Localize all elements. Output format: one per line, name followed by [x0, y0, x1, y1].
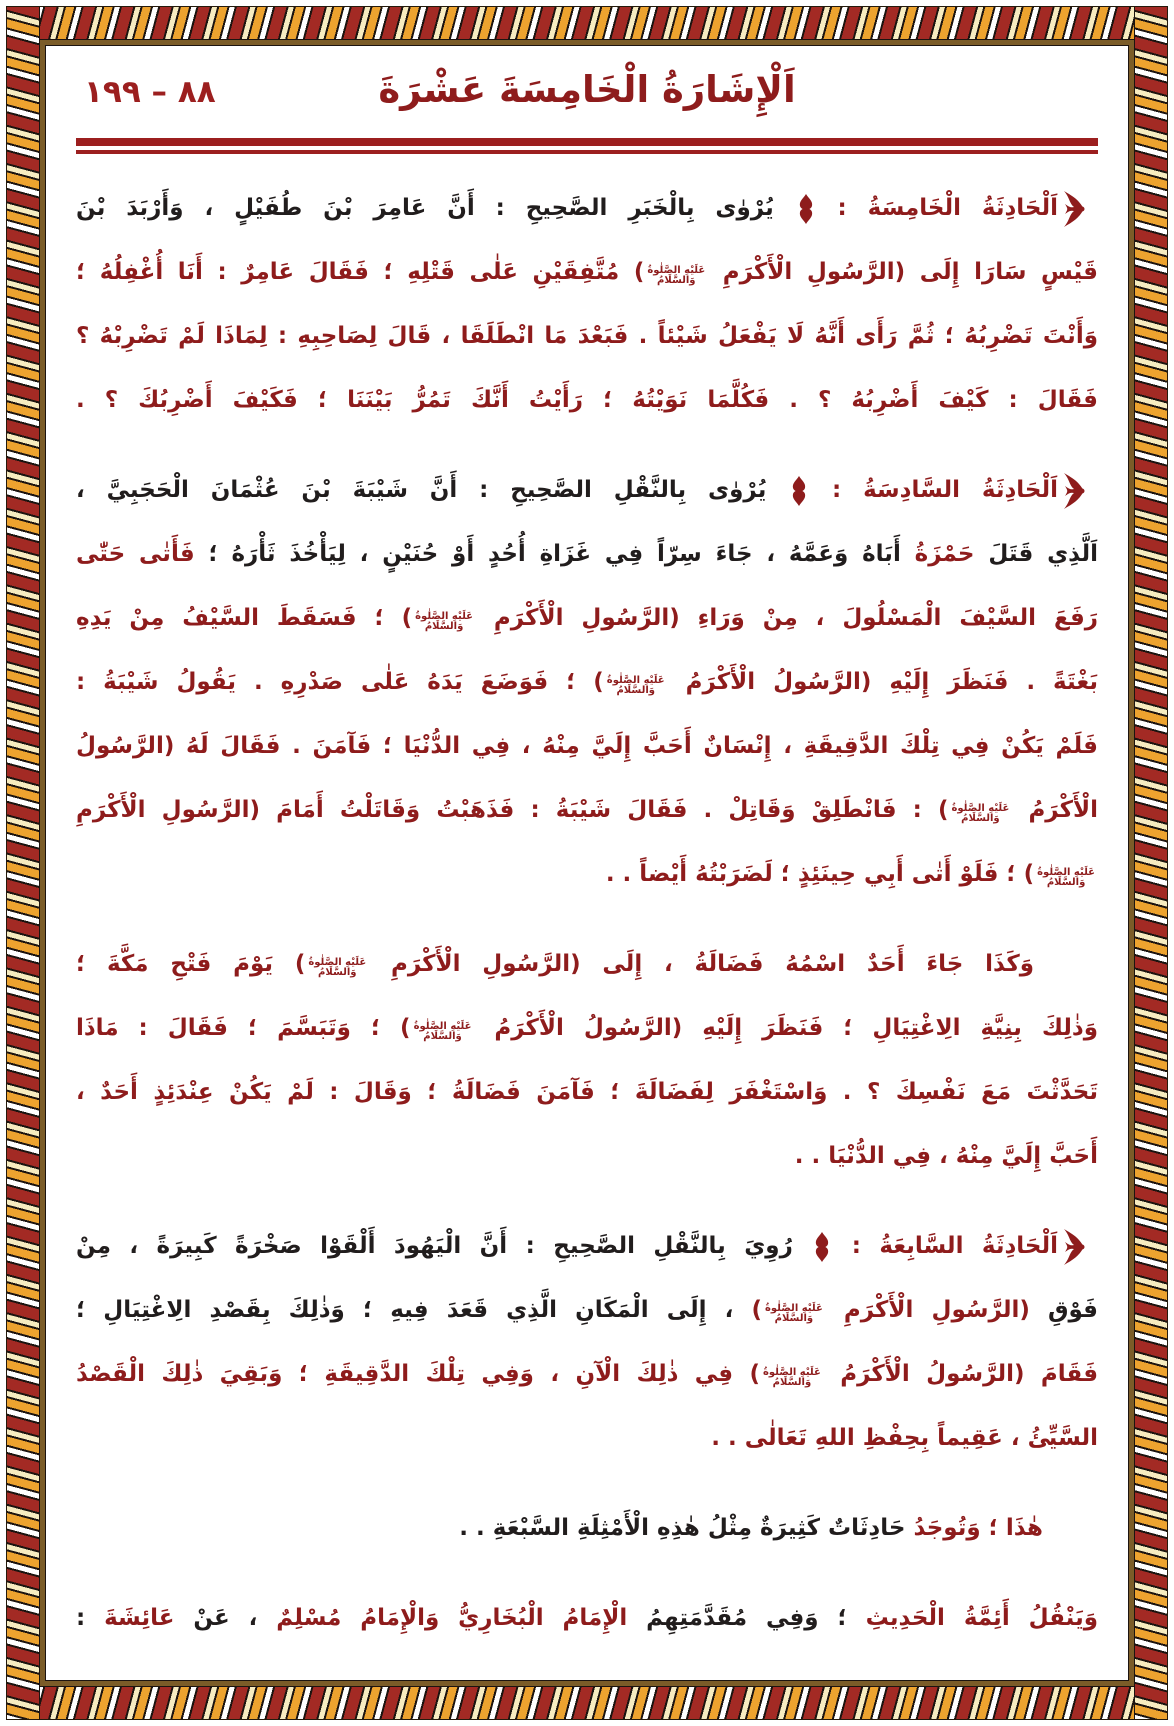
border-band-bottom — [7, 1686, 1167, 1719]
text-line — [76, 1214, 1098, 1278]
text-line — [76, 1342, 1098, 1406]
text-line — [76, 1124, 1098, 1188]
salawat-stamp: عَلَيْهِ الصَّلٰوةُ وَالسَّلَامُ — [413, 1020, 472, 1042]
fleuron-ornament-icon — [1060, 189, 1086, 229]
text-segment-red: ) ؛ فَوَضَعَ يَدَهُ عَلٰى صَدْرِهِ . يَقُولُ شَيْبَةُ : — [76, 669, 604, 695]
text-segment-red: فَقَالَ : كَيْفَ أَضْرِبُهُ ؟ . فَكُلَّمَا نَوَيْتُهُ ؛ رَأَيْتُ أَنَّكَ تَمُرُّ بَيْنَنَا ؛ فَكَيْفَ أَضْرِبُكَ ؟ . — [76, 387, 1098, 413]
text-segment-black: ، عَنْ — [174, 1605, 258, 1631]
text-segment-red: فَأَتٰى حَتّٰى — [76, 541, 195, 567]
text-segment-red: تَحَدَّثْتَ مَعَ نَفْسِكَ ؟ . وَاسْتَغْفَرَ لِفَضَالَةَ ؛ فَآمَنَ فَضَالَةُ ؛ وَقَالَ : لَمْ يَكُنْ عِنْدَئِذٍ أَحَدٌ ، — [76, 1079, 1098, 1105]
salawat-stamp: عَلَيْهِ الصَّلٰوةُ وَالسَّلَامُ — [415, 610, 473, 632]
page-title: اَلْإِشَارَةُ الْخَامِسَةَ عَشْرَةَ — [378, 68, 796, 111]
text-segment-red: (الرَّسُولِ الْأَكْرَمِ — [825, 1297, 1030, 1323]
text-segment-red: ) — [751, 1297, 762, 1323]
paragraph — [76, 1586, 1098, 1650]
fleuron-ornament-icon — [1060, 471, 1086, 511]
text-segment-black: يُرْوٰى بِالْخَبَرِ الصَّحِيحِ : أَنَّ عَامِرَ بْنَ طُفَيْلٍ ، وَأَرْبَدَ بْنَ — [76, 195, 795, 221]
text-line — [76, 842, 1098, 906]
text-segment-red: السَّيِّئُ ، عَقِيماً بِحِفْظِ اللهِ تَعَالٰى . . — [711, 1425, 1098, 1451]
text-segment-red: فَقَامَ (الرَّسُولُ الْأَكْرَمُ — [823, 1361, 1098, 1387]
text-segment-black: فَوْقِ — [1029, 1297, 1098, 1323]
text-segment-red: اَلْحَادِثَةُ السَّادِسَةُ : — [810, 477, 1058, 503]
text-segment-red: ) : فَانْطَلِقْ وَقَاتِلْ . فَقَالَ شَيْبَةُ : فَذَهَبْتُ وَقَاتَلْتُ أَمَامَ (الرَّسُولِ الْأَكْرَمِ — [76, 797, 949, 823]
text-segment-red: فَلَمْ يَكُنْ فِي تِلْكَ الدَّقِيقَةِ ، إِنْسَانٌ أَحَبَّ إِلَيَّ مِنْهُ ، فِي الدُّنْيَا ؛ فَآمَنَ . فَقَالَ لَهُ (الرَّسُولُ — [76, 733, 1098, 759]
text-line — [76, 368, 1098, 432]
fleuron-ornament-icon — [1060, 1227, 1086, 1267]
text-segment-red: ) مُتَّفِقَيْنِ عَلٰى قَتْلِهِ ؛ فَقَالَ عَامِرٌ : أَنَا أُغْفِلُهُ ؛ — [76, 259, 645, 285]
text-line — [76, 304, 1098, 368]
text-segment-black: حَادِثَاتٌ كَثِيرَةٌ مِثْلُ هٰذِهِ الْأَمْثِلَةِ السَّبْعَةِ . . — [459, 1515, 906, 1541]
text-segment-red: عَائِشَةَ — [85, 1605, 175, 1631]
salawat-stamp: عَلَيْهِ الصَّلٰوةُ وَالسَّلَامُ — [1037, 866, 1095, 888]
text-line — [76, 1278, 1098, 1342]
text-line — [76, 1496, 1098, 1560]
text-segment-black: اَلَّذِي قَتَلَ — [974, 541, 1098, 567]
text-segment-red: الْإِمَامُ الْبُخَارِيُّ وَالْإِمَامُ مُسْلِمٌ — [257, 1605, 628, 1631]
paragraph — [76, 458, 1098, 906]
text-line — [76, 458, 1098, 522]
text-segment-black: يُرْوٰى بِالنَّقْلِ الصَّحِيحِ : أَنَّ شَيْبَةَ بْنَ عُثْمَانَ الْحَجَبِيَّ ، — [76, 477, 789, 503]
text-segment-red: قَيْسٍ سَارَا إِلَى (الرَّسُولِ الْأَكْرَمِ — [708, 259, 1098, 285]
salawat-stamp: عَلَيْهِ الصَّلٰوةُ وَالسَّلَامُ — [764, 1302, 823, 1324]
text-segment-red: أَحَبَّ إِلَيَّ مِنْهُ ، فِي الدُّنْيَا . . — [794, 1143, 1098, 1169]
text-line — [76, 650, 1098, 714]
salawat-stamp: عَلَيْهِ الصَّلٰوةُ وَالسَّلَامُ — [606, 674, 665, 696]
salawat-stamp: عَلَيْهِ الصَّلٰوةُ وَالسَّلَامُ — [951, 802, 1010, 824]
text-line — [76, 1406, 1098, 1470]
divider-rule-thick — [76, 138, 1098, 146]
page-content — [46, 46, 1128, 1680]
text-segment-red: ) ؛ وَتَبَسَّمَ ؛ فَقَالَ : مَاذَا — [76, 1015, 411, 1041]
header-divider — [76, 138, 1098, 154]
text-segment-red: وَذٰلِكَ بِنِيَّةِ الِاغْتِيَالِ ؛ فَنَظَرَ إِلَيْهِ (الرَّسُولُ الْأَكْرَمُ — [474, 1015, 1099, 1041]
rosette-ornament-icon — [790, 476, 808, 506]
paragraph — [76, 1496, 1098, 1560]
text-line — [76, 996, 1098, 1060]
text-segment-black: أَبَاهُ وَعَمَّهُ ، جَاءَ سِرّاً فِي غَزَاةِ أُحُدٍ أَوْ حُنَيْنٍ ، لِيَأْخُذَ ثَأْرَهُ ؛ — [194, 541, 901, 567]
salawat-stamp: عَلَيْهِ الصَّلٰوةُ وَالسَّلَامُ — [763, 1366, 821, 1388]
text-segment-black: : — [76, 1605, 86, 1631]
text-line — [76, 932, 1098, 996]
paragraph — [76, 932, 1098, 1188]
text-segment-red: ) يَوْمَ فَتْحِ مَكَّةَ ؛ — [76, 951, 306, 977]
rosette-ornament-icon — [797, 194, 815, 224]
text-segment-red: هٰذَا ؛ وَتُوجَدُ — [905, 1515, 1043, 1541]
text-segment-red: الْأَكْرَمُ — [1012, 797, 1098, 823]
salawat-stamp: عَلَيْهِ الصَّلٰوةُ وَالسَّلَامُ — [308, 956, 367, 978]
text-line — [76, 1586, 1098, 1650]
text-segment-red: وَيَنْقُلُ أَئِمَّةُ الْحَدِيثِ — [846, 1605, 1099, 1631]
text-segment-red: وَكَذَا جَاءَ أَحَدٌ اسْمُهُ فَضَالَةُ ، إِلَى (الرَّسُولِ الْأَكْرَمِ — [369, 951, 1034, 977]
text-segment-red: اَلْحَادِثَةُ السَّابِعَةُ : — [833, 1233, 1059, 1259]
text-line — [76, 522, 1098, 586]
text-segment-black: ؛ وَفِي مُقَدَّمَتِهِمُ — [627, 1605, 847, 1631]
text-line — [76, 714, 1098, 778]
text-line — [76, 240, 1098, 304]
text-line — [76, 586, 1098, 650]
text-segment-red: بَغْتَةً . فَنَظَرَ إِلَيْهِ (الرَّسُولُ الْأَكْرَمُ — [667, 669, 1098, 695]
text-segment-red: ) فِي ذٰلِكَ الْآنِ ، وَفِي تِلْكَ الدَّقِيقَةِ ؛ وَبَقِيَ ذٰلِكَ الْقَصْدُ — [76, 1361, 760, 1387]
text-line — [76, 778, 1098, 842]
paragraph — [76, 1214, 1098, 1470]
text-segment-red: ) ؛ فَلَوْ أَتٰى أَبِي حِينَئِذٍ ؛ لَضَرَبْتُهُ أَيْضاً . . — [605, 861, 1035, 887]
text-line — [76, 1060, 1098, 1124]
border-band-top — [7, 7, 1167, 40]
text-segment-red: ) ؛ فَسَقَطَ السَّيْفُ مِنْ يَدِهِ — [76, 605, 413, 631]
page-number-label: ٨٨ – ١٩٩ — [84, 74, 216, 110]
text-segment-red: اَلْحَادِثَةُ الْخَامِسَةُ : — [816, 195, 1059, 221]
rosette-ornament-icon — [813, 1232, 831, 1262]
salawat-stamp: عَلَيْهِ الصَّلٰوةُ وَالسَّلَامُ — [647, 264, 706, 286]
text-segment-red: وَأَنْتَ تَضْرِبُهُ ؛ ثُمَّ رَأَى أَنَّهُ لَا يَفْعَلُ شَيْئاً . فَبَعْدَ مَا انْطَلَقَا ، قَالَ لِصَاحِبِهِ : لِمَاذَا لَمْ تَضْرِبْهُ ؟ — [76, 323, 1098, 349]
text-segment-red: حَمْزَةُ — [900, 541, 975, 567]
text-segment-red: رَفَعَ السَّيْفَ الْمَسْلُولَ ، مِنْ وَرَاءِ (الرَّسُولِ الْأَكْرَمِ — [476, 605, 1098, 631]
text-line — [76, 176, 1098, 240]
border-band-left — [7, 7, 40, 1719]
page-header — [76, 60, 1098, 122]
text-segment-black: رُوِيَ بِالنَّقْلِ الصَّحِيحِ : أَنَّ الْيَهُودَ أَلْقَوْا صَخْرَةً كَبِيرَةً ، مِنْ — [76, 1233, 812, 1259]
text-segment-black: ، إِلَى الْمَكَانِ الَّذِي قَعَدَ فِيهِ ؛ وَذٰلِكَ بِقَصْدِ الِاغْتِيَالِ ؛ — [76, 1297, 752, 1323]
border-band-right — [1134, 7, 1167, 1719]
body-text — [76, 154, 1098, 1650]
paragraph — [76, 176, 1098, 432]
